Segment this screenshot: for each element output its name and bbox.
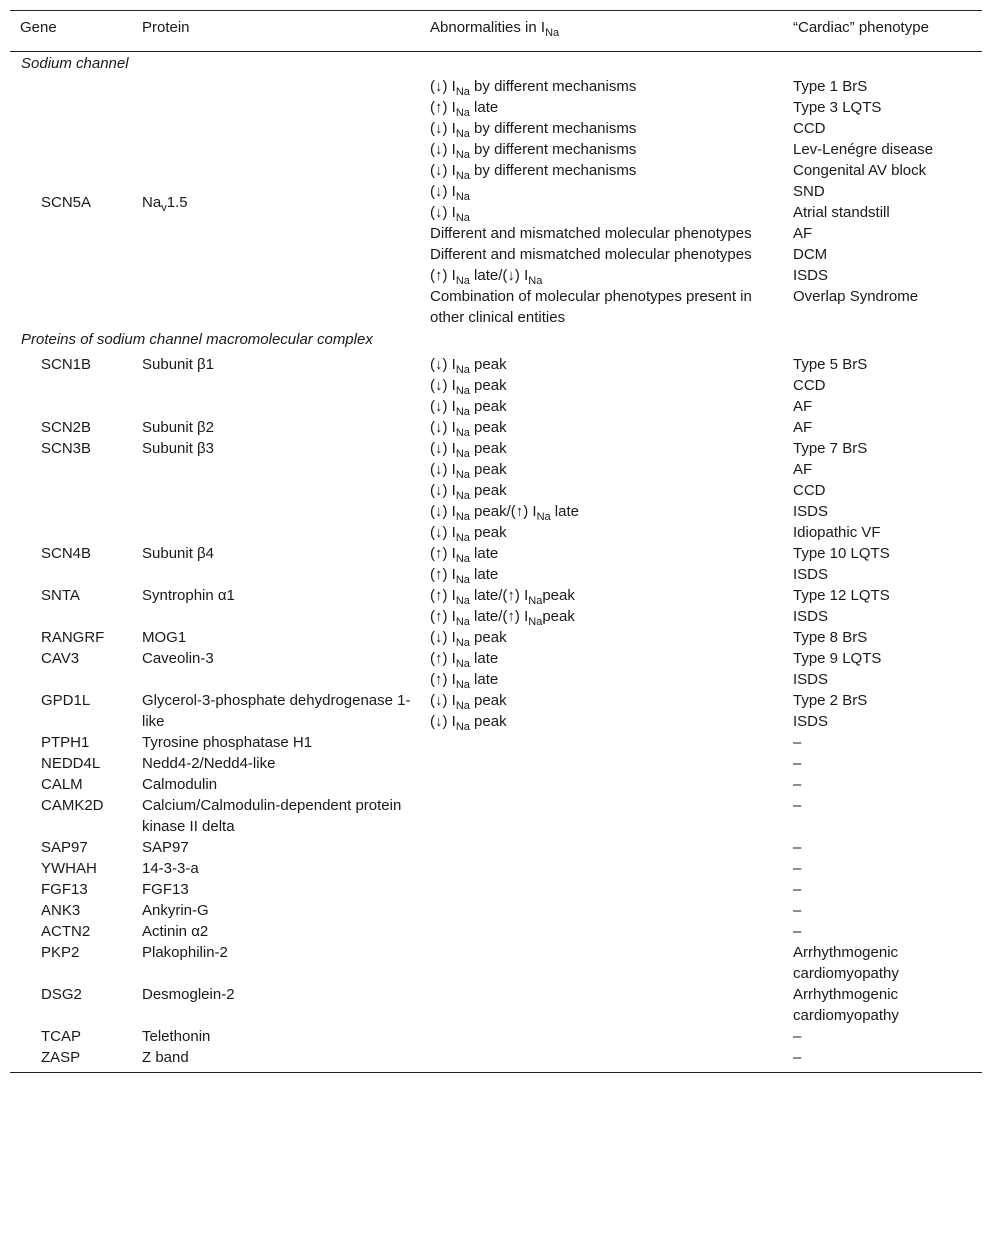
protein-cell (142, 564, 430, 585)
phenotype-cell: Type 9 LQTS (793, 650, 882, 667)
phenotype-cell: ISDS (793, 608, 829, 625)
phenotype-cell: Lev-Lenégre disease (793, 141, 934, 158)
abnormality-cell: (↓) $I_{Na}$ peak (430, 461, 507, 481)
phenotype-cell: CCD (793, 120, 826, 137)
abnormality-cell: Different and mismatched molecular phenotypes (430, 246, 752, 263)
abnormality-cell (430, 900, 793, 921)
protein-cell: Nedd4-2/Nedd4-like (142, 755, 276, 772)
gene-cell: RANGRF (41, 629, 105, 646)
protein-cell (142, 606, 430, 627)
abnormality-cell: (↓) $I_{Na}$ peak (430, 524, 507, 544)
abnormality-cell: (↓) $I_{Na}$ by different mechanisms (430, 78, 637, 98)
gene-cell: GPD1L (41, 692, 91, 709)
protein-cell: Plakophilin-2 (142, 944, 228, 961)
section-row (10, 52, 982, 77)
abnormality-cell: (↓) $I_{Na}$ by different mechanisms (430, 162, 637, 182)
gene-cell: TCAP (41, 1028, 82, 1045)
phenotype-cell: AF (793, 461, 813, 478)
abnormality-cell (430, 732, 793, 753)
table-row (10, 480, 982, 501)
table-row (10, 627, 982, 648)
phenotype-cell: Type 3 LQTS (793, 99, 882, 116)
gene-cell (10, 396, 142, 417)
abnormality-cell: (↑) $I_{Na}$ late (430, 545, 499, 565)
gene-cell (10, 564, 142, 585)
gene-cell: DSG2 (41, 986, 82, 1003)
abnormality-cell: (↑) $I_{Na}$ late (430, 566, 499, 586)
protein-cell (142, 459, 430, 480)
table-row (10, 900, 982, 921)
protein-nav15: $Na_v1.5$ (142, 193, 188, 214)
phenotype-cell: ISDS (793, 671, 829, 688)
abnormality-cell: (↓) $I_{Na}$ by different mechanisms (430, 141, 637, 161)
gene-cell: SCN1B (41, 356, 92, 373)
gene-table (10, 10, 982, 1073)
abnormality-cell: (↓) $I_{Na}$ peak (↓) $I_{Na}$ peak (430, 692, 507, 733)
phenotype-cell: CCD (793, 482, 826, 499)
phenotype-cell: DCM (793, 246, 828, 263)
phenotype-cell: ISDS (793, 503, 829, 520)
protein-cell (142, 396, 430, 417)
abnormality-cell: Different and mismatched molecular phenotypes (430, 225, 752, 242)
gene-cell (10, 480, 142, 501)
table-row (10, 76, 982, 97)
abnormality-cell: (↑) $I_{Na}$ late/(↑) $I_{Na}peak$ (430, 587, 575, 607)
table-row (10, 648, 982, 669)
header-protein: Protein (142, 11, 430, 52)
protein-cell: Telethonin (142, 1028, 211, 1045)
table-row (10, 1026, 982, 1047)
header-phenotype: “Cardiac” phenotype (793, 11, 982, 52)
abnormality-cell: (↓) $I_{Na}$ (430, 204, 470, 224)
protein-cell: Ankyrin-G (142, 902, 209, 919)
abnormality-cell: (↓) $I_{Na}$ peak/(↑) $I_{Na}$ late (430, 503, 579, 523)
section-title-macromolecular-complex: Proteins of sodium channel macromolecular complex (21, 331, 373, 348)
protein-cell: Subunit β2 (142, 419, 215, 436)
gene-cell: CAV3 (41, 650, 80, 667)
table-header (10, 11, 982, 52)
abnormality-cell (430, 795, 793, 837)
header-gene: Gene (10, 11, 142, 52)
phenotype-cell: SND (793, 183, 825, 200)
phenotype-cell: AF (793, 225, 813, 242)
table-row (10, 352, 982, 375)
phenotype-cell: – (793, 902, 802, 919)
abnormality-cell: (↓) $I_{Na}$ peak (430, 398, 507, 418)
section-row (10, 328, 982, 352)
phenotype-cell: – (793, 734, 802, 751)
phenotype-cell: Congenital AV block (793, 162, 927, 179)
table-row (10, 774, 982, 795)
gene-cell (10, 375, 142, 396)
protein-cell (142, 501, 430, 522)
gene-cell: SCN4B (41, 545, 92, 562)
gene-cell: SCN3B (41, 440, 92, 457)
abnormality-cell: (↓) $I_{Na}$ peak (430, 419, 507, 439)
gene-cell: NEDD4L (41, 755, 101, 772)
protein-cell: FGF13 (142, 881, 189, 898)
table-row (10, 522, 982, 543)
protein-cell (142, 669, 430, 690)
table-row (10, 921, 982, 942)
phenotype-cell: – (793, 839, 802, 856)
abnormality-cell (430, 942, 793, 984)
protein-cell: Z band (142, 1047, 430, 1073)
protein-cell: 14-3-3-a (142, 860, 199, 877)
gene-cell: ANK3 (41, 902, 81, 919)
protein-cell: MOG1 (142, 629, 187, 646)
protein-cell: Glycerol-3-phosphate dehydrogenase 1-like (142, 692, 411, 730)
phenotype-cell: ISDS (793, 566, 829, 583)
table-row (10, 375, 982, 396)
table-row (10, 837, 982, 858)
gene-cell (10, 459, 142, 480)
protein-cell: Actinin α2 (142, 923, 209, 940)
gene-scn5a: SCN5A (41, 193, 92, 211)
phenotype-cell: – (793, 1047, 982, 1073)
abnormality-cell: (↓) $I_{Na}$ peak (430, 356, 507, 376)
phenotype-cell: Idiopathic VF (793, 524, 881, 541)
phenotype-cell: – (793, 776, 802, 793)
abnormality-cell: (↓) $I_{Na}$ peak (430, 629, 507, 649)
protein-cell: Syntrophin α1 (142, 587, 235, 604)
abnormality-cell: (↑) $I_{Na}$ late/(↑) $I_{Na}peak$ (430, 608, 575, 628)
table-row (10, 690, 982, 732)
protein-cell (142, 375, 430, 396)
abnormality-cell (430, 879, 793, 900)
table-row (10, 753, 982, 774)
gene-cell (10, 606, 142, 627)
abnormality-cell (430, 984, 793, 1026)
phenotype-cell: Type 5 BrS (793, 356, 868, 373)
protein-cell: Calmodulin (142, 776, 218, 793)
abnormality-cell (430, 837, 793, 858)
table-row (10, 459, 982, 480)
table-row (10, 669, 982, 690)
phenotype-cell: AF (793, 398, 813, 415)
phenotype-cell: Type 7 BrS (793, 440, 868, 457)
table-row (10, 732, 982, 753)
gene-cell (10, 669, 142, 690)
abnormality-cell: (↓) $I_{Na}$ peak (430, 377, 507, 397)
table-row (10, 396, 982, 417)
section-title-sodium-channel: Sodium channel (21, 55, 129, 72)
phenotype-cell: Type 1 BrS (793, 78, 868, 95)
gene-cell: PKP2 (41, 944, 80, 961)
abnormality-cell: (↓) $I_{Na}$ (430, 183, 470, 203)
phenotype-cell: – (793, 860, 802, 877)
abnormality-cell (430, 774, 793, 795)
protein-cell: Subunit β4 (142, 545, 215, 562)
abnormality-cell: (↓) $I_{Na}$ peak (430, 440, 507, 460)
phenotype-cell: – (793, 797, 802, 814)
phenotype-cell: – (793, 881, 802, 898)
table-row (10, 543, 982, 564)
gene-cell: CALM (41, 776, 83, 793)
protein-cell: Subunit β3 (142, 440, 215, 457)
phenotype-cell: Type 2 BrS ISDS (793, 692, 868, 730)
abnormality-cell (430, 858, 793, 879)
phenotype-cell: ISDS (793, 267, 829, 284)
table-row (10, 795, 982, 837)
table-row (10, 942, 982, 984)
abnormality-cell (430, 1047, 793, 1073)
table-row (10, 858, 982, 879)
abnormality-cell: (↑) $I_{Na}$ late (430, 99, 499, 119)
gene-cell: PTPH1 (41, 734, 90, 751)
table-row (10, 501, 982, 522)
table-body (10, 52, 982, 1073)
table-row (10, 438, 982, 459)
table-row (10, 1047, 982, 1073)
abnormality-cell (430, 1026, 793, 1047)
protein-cell: Desmoglein-2 (142, 986, 235, 1003)
table-row (10, 984, 982, 1026)
gene-cell: SAP97 (41, 839, 88, 856)
abnormality-cell: (↑) $I_{Na}$ late (430, 671, 499, 691)
gene-cell: SCN2B (41, 419, 92, 436)
abnormality-cell: (↓) $I_{Na}$ peak (430, 482, 507, 502)
gene-cell: ACTN2 (41, 923, 91, 940)
gene-cell (10, 501, 142, 522)
phenotype-cell: Atrial standstill (793, 204, 890, 221)
table-row (10, 606, 982, 627)
abnormality-cell: (↑) $I_{Na}$ late/(↓) $I_{Na}$ (430, 267, 543, 287)
protein-cell: Calcium/Calmodulin-dependent protein kinase II delta (142, 797, 402, 835)
phenotype-cell: Type 10 LQTS (793, 545, 890, 562)
phenotype-cell: – (793, 755, 802, 772)
gene-cell: ZASP (10, 1047, 142, 1073)
table-row (10, 585, 982, 606)
protein-cell (142, 480, 430, 501)
table-row (10, 879, 982, 900)
protein-cell: Subunit β1 (142, 356, 215, 373)
phenotype-cell: CCD (793, 377, 826, 394)
gene-cell: YWHAH (41, 860, 97, 877)
abnormality-cell (430, 753, 793, 774)
protein-cell: SAP97 (142, 839, 189, 856)
phenotype-cell: Overlap Syndrome (793, 288, 919, 305)
abnormality-cell: (↑) $I_{Na}$ late (430, 650, 499, 670)
protein-cell (142, 522, 430, 543)
phenotype-cell: AF (793, 419, 813, 436)
phenotype-cell: – (793, 923, 802, 940)
phenotype-cell: Arrhythmogenic cardiomyopathy (793, 986, 899, 1024)
phenotype-cell: Type 12 LQTS (793, 587, 890, 604)
protein-cell: Tyrosine phosphatase H1 (142, 734, 313, 751)
gene-cell: SNTA (41, 587, 80, 604)
abnormality-cell: Combination of molecular phenotypes present in other clinical entities (430, 288, 752, 326)
abnormality-cell: (↓) $I_{Na}$ by different mechanisms (430, 120, 637, 140)
gene-cell: CAMK2D (41, 797, 104, 814)
table-row (10, 417, 982, 438)
header-abnormalities: Abnormalities in $I_{Na}$ (430, 11, 793, 52)
phenotype-cell: Type 8 BrS (793, 629, 868, 646)
gene-cell (10, 522, 142, 543)
gene-cell: FGF13 (41, 881, 88, 898)
protein-cell: Caveolin-3 (142, 650, 214, 667)
table-row (10, 564, 982, 585)
phenotype-cell: Arrhythmogenic cardiomyopathy (793, 944, 899, 982)
phenotype-cell: – (793, 1028, 802, 1045)
abnormality-cell (430, 921, 793, 942)
